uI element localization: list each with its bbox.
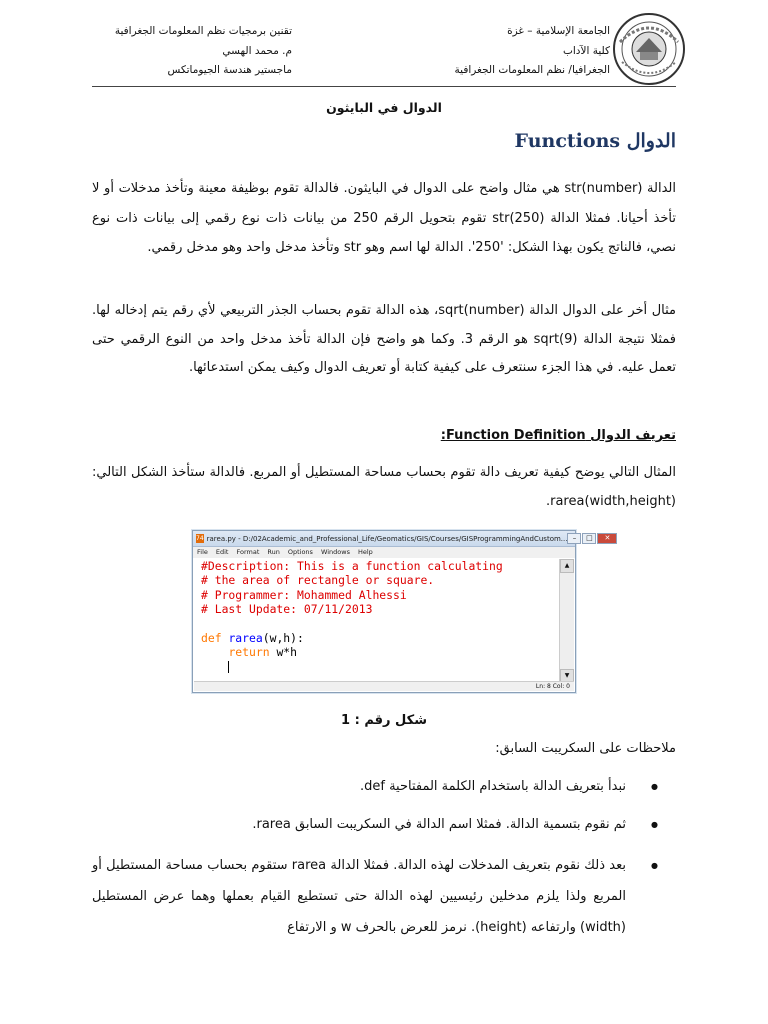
scroll-down-icon: ▼ [560,669,574,683]
code-comment-line: # Programmer: Mohammed Alhessi [201,587,407,602]
paragraph-rarea-intro: المثال التالي يوضح كيفية تعريف دالة تقوم بحساب مساحة المستطيل أو المربع. فالدالة ستأخذ الشكل التالي: (rarea(width,height. [92,465,676,509]
idle-menu-bar [193,547,575,558]
text-cursor [228,661,229,673]
header-institution [380,22,610,81]
menu-file: File [197,548,208,556]
code-comment-line: # the area of rectangle or square. [201,573,435,588]
minimize-icon: – [567,533,581,544]
menu-edit: Edit [215,548,229,556]
section-heading-function-definition: تعريف الدوال Function Definition: [440,428,676,443]
paragraph-sqrt-function: مثال أخر على الدوال الدالة (sqrt(number، هذه الدالة تقوم بحساب الجذر التربيعي لأي رقم يتم إدخاله لها. فمثلا نتيجة الدالة (sqrt(9 هو الرقم 3. وكما هو واضح فإن الدالة تأخذ مدخل واحد من النوع الرقمي حتى تعمل عليه. في هذا الجزء سنتعرف على كيفية كتابة أو تعريف الدوال وكيف يمكن استدعائها. [92,303,676,375]
list-item: ● نبدأ بتعريف الدالة باستخدام الكلمة المفتاحية def. [92,772,676,802]
header-divider [92,86,676,87]
window-controls [567,533,617,544]
scroll-up-icon: ▲ [560,559,574,573]
header-department: الجغرافيا/ نظم المعلومات الجغرافية [454,64,610,76]
idle-status-bar: Ln: 8 Col: 0 [194,681,574,691]
header-university: الجامعة الإسلامية – غزة [507,25,610,37]
code-comment-line: # Last Update: 07/11/2013 [201,602,373,617]
menu-run: Run [267,548,280,556]
university-logo [612,12,686,86]
idle-window-title: rarea.py - D:/02Academic_and_Professional_Life/Geomatics/GIS/Courses/GISProgrammingAndCustom... [206,534,568,543]
menu-windows: Windows [320,548,350,556]
menu-options: Options [287,548,313,556]
document-title: الدوال في البايثون [326,100,442,115]
code-return-expression: w*h [276,645,298,660]
code-function-name: rarea [228,631,263,646]
header-instructor: م. محمد الهسي [222,44,292,57]
idle-editor-window [192,530,611,693]
idle-scrollbar [559,559,574,683]
header-course [92,22,292,81]
code-comment-line: #Description: This is a function calculating [201,559,503,573]
idle-title-bar [193,531,611,547]
notes-list [92,772,676,943]
header-course-title: تقنين برمجيات نظم المعلومات الجغرافية [114,25,292,37]
header-degree: ماجستير هندسة الجيوماتكس [167,64,292,76]
figure-caption: شكل رقم : 1 [341,713,427,728]
section-heading-functions: الدوال Functions [514,130,676,152]
notes-heading: ملاحظات على السكريبت السابق: [495,741,676,756]
header-faculty: كلية الآداب [563,44,610,57]
code-parameters: (w,h): [262,631,304,646]
code-return-keyword: return [228,645,270,660]
code-def-keyword: def [201,631,222,646]
close-icon: ✕ [597,533,617,544]
menu-help: Help [357,548,373,556]
menu-format: Format [236,548,260,556]
maximize-icon: □ [582,533,596,544]
python-file-icon: 74 [196,535,204,542]
code-area [196,559,557,679]
paragraph-str-function: الدالة (str(number هي مثال واضح على الدوال في البايثون. فالدالة تقوم بوظيفة معينة وتأخذ مدخلات أو لا تأخذ أحيانا. فمثلا الدالة (str(250 تقوم بتحويل الرقم 250 من بيانات ذات نوع رقمي إلى بيانات ذات نوع نصي، فالناتج يكون بهذا الشكل: '250'. الدالة لها اسم وهو str وتأخذ مدخل واحد وهو مدخل رقمي. [92,181,677,255]
list-item: ● بعد ذلك نقوم بتعريف المدخلات لهذه الدالة. فمثلا الدالة rarea ستقوم بحساب مساحة المستطيل أو المربع ولذا يلزم مدخلين رئيسيين لهذه الدالة حتى تستطيع القيام بعملها وهما عرض المستطيل (width) وارتفاعه (height). نرمز للعرض بالحرف w و الارتفاع [92,850,676,943]
list-item: ● ثم نقوم بتسمية الدالة. فمثلا اسم الدالة في السكريبت السابق rarea. [92,810,676,840]
